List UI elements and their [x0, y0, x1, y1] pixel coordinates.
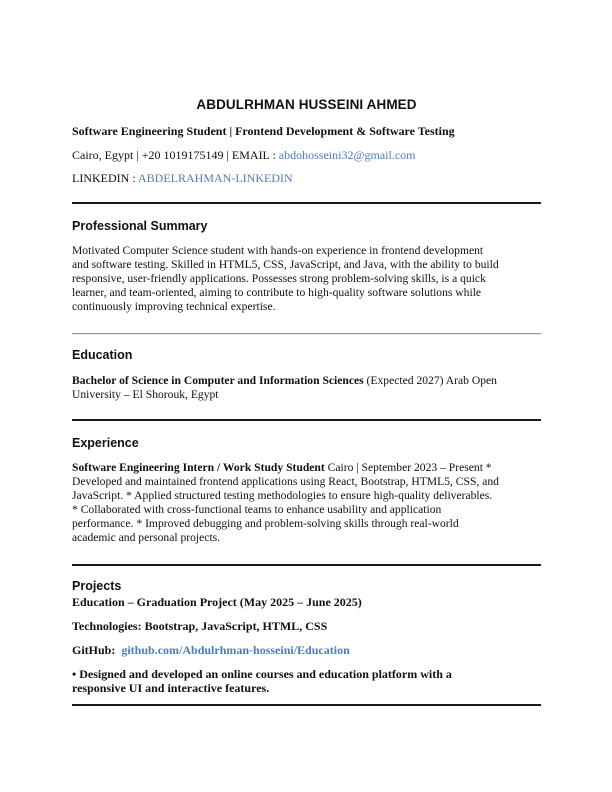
experience-line: * Collaborated with cross-functional teams to enhance usability and application [72, 503, 442, 516]
project-bullet [72, 667, 452, 695]
section-title-summary: Professional Summary [72, 219, 208, 233]
university: University – El Shorouk, Egypt [72, 388, 219, 401]
github-link[interactable]: github.com/Abdulrhman-hosseini/Education [121, 643, 350, 657]
summary-line: continuously improving technical expertise. [72, 300, 276, 313]
divider [72, 333, 541, 335]
experience-line: Developed and maintained frontend applications using React, Bootstrap, HTML5, CSS, and [72, 475, 499, 488]
project-github [72, 643, 350, 658]
experience-line: academic and personal projects. [72, 531, 221, 544]
degree-title: Bachelor of Science in Computer and Information Sciences [72, 374, 364, 387]
experience-line: JavaScript. * Applied structured testing methodologies to ensure high-quality deliverables. [72, 489, 493, 502]
summary-line: responsive, user-friendly applications. Possesses strong problem-solving skills, is a quick [72, 272, 486, 285]
divider [72, 564, 541, 566]
degree-details: (Expected 2027) Arab Open [363, 374, 497, 387]
role-title: Software Engineering Intern / Work Study Student [72, 461, 325, 474]
linkedin-link[interactable]: ABDELRAHMAN-LINKEDIN [138, 171, 293, 185]
divider [72, 202, 541, 204]
experience-line: performance. * Improved debugging and problem-solving skills through real-world [72, 517, 459, 530]
summary-line: Motivated Computer Science student with hands-on experience in frontend development [72, 244, 484, 257]
candidate-name: ABDULRHMAN HUSSEINI AHMED [196, 97, 417, 112]
linkedin-label: LINKEDIN : [72, 171, 138, 185]
summary-text [72, 244, 541, 314]
contact-line [72, 148, 415, 163]
education-entry [72, 374, 541, 402]
project-bullet-line: • Designed and developed an online courses and education platform with a [72, 667, 452, 681]
linkedin-line [72, 171, 293, 186]
role-details: Cairo | September 2023 – Present * [324, 461, 492, 474]
section-title-education: Education [72, 348, 133, 362]
section-title-experience: Experience [72, 436, 139, 450]
divider [72, 704, 541, 706]
project-technologies: Technologies: Bootstrap, JavaScript, HTML, CSS [72, 619, 328, 633]
headline: Software Engineering Student | Frontend Development & Software Testing [72, 124, 455, 138]
project-title: Education – Graduation Project (May 2025 – June 2025) [72, 595, 362, 609]
experience-entry [72, 461, 541, 545]
email-link[interactable]: abdohosseini32@gmail.com [278, 148, 416, 162]
divider [72, 419, 541, 421]
github-label: GitHub: [72, 643, 116, 657]
summary-line: and software testing. Skilled in HTML5, CSS, JavaScript, and Java, with the ability to build [72, 258, 499, 271]
summary-line: learner, and team-oriented, aiming to contribute to high-quality software solutions while [72, 286, 482, 299]
section-title-projects: Projects [72, 579, 122, 593]
contact-details: Cairo, Egypt | +20 1019175149 | EMAIL : [72, 148, 279, 162]
project-bullet-line: responsive UI and interactive features. [72, 681, 270, 695]
